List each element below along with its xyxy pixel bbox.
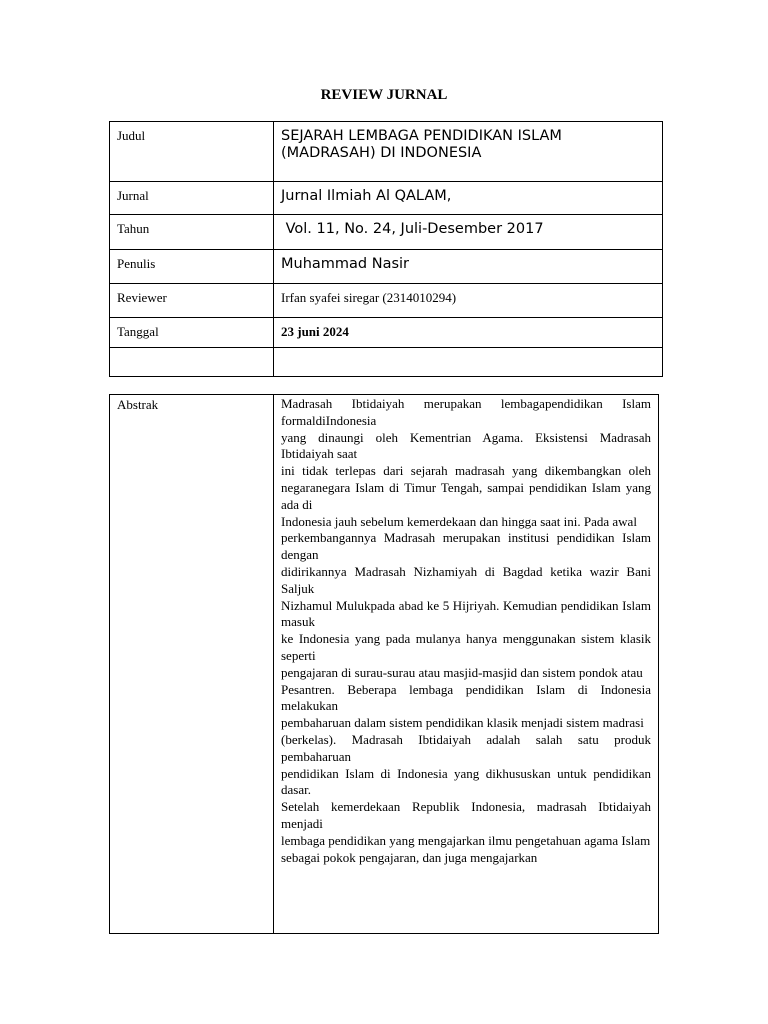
journal-info-table — [109, 121, 663, 377]
row-judul — [110, 122, 663, 182]
abstract-line: pendidikan Islam di Indonesia yang dikhususkan untuk pendidikan dasar. — [281, 765, 651, 798]
label-reviewer: Reviewer — [110, 284, 274, 318]
row-empty — [110, 348, 663, 377]
label-penulis: Penulis — [110, 250, 274, 284]
empty-cell-left — [110, 348, 274, 377]
value-judul: SEJARAH LEMBAGA PENDIDIKAN ISLAM (MADRASAH) DI INDONESIA — [274, 122, 663, 182]
abstract-line: (berkelas). Madrasah Ibtidaiyah adalah salah satu produk pembaharuan — [281, 731, 651, 764]
value-jurnal: Jurnal Ilmiah Al QALAM, — [274, 182, 663, 215]
row-tanggal — [110, 318, 663, 348]
abstract-line: lembaga pendidikan yang mengajarkan ilmu pengetahuan agama Islam — [281, 832, 651, 848]
abstract-line: yang dinaungi oleh Kementrian Agama. Eksistensi Madrasah Ibtidaiyah saat — [281, 429, 651, 462]
value-tahun: Vol. 11, No. 24, Juli-Desember 2017 — [274, 215, 663, 250]
row-penulis — [110, 250, 663, 284]
row-jurnal — [110, 182, 663, 215]
value-penulis: Muhammad Nasir — [274, 250, 663, 284]
label-jurnal: Jurnal — [110, 182, 274, 215]
page-title: REVIEW JURNAL — [320, 87, 448, 103]
empty-cell-right — [274, 348, 663, 377]
row-reviewer — [110, 284, 663, 318]
label-tanggal: Tanggal — [110, 318, 274, 348]
abstract-line: didirikannya Madrasah Nizhamiyah di Bagdad ketika wazir Bani Saljuk — [281, 563, 651, 596]
abstract-line: Nizhamul Mulukpada abad ke 5 Hijriyah. Kemudian pendidikan Islam masuk — [281, 597, 651, 630]
abstract-text — [281, 396, 651, 933]
value-reviewer: Irfan syafei siregar (2314010294) — [274, 284, 663, 318]
label-tahun: Tahun — [110, 215, 274, 250]
abstract-line: Setelah kemerdekaan Republik Indonesia, madrasah Ibtidaiyah menjadi — [281, 799, 651, 831]
row-abstrak — [110, 395, 659, 934]
abstract-line: ini tidak terlepas dari sejarah madrasah yang dikembangkan oleh negaranegara Islam di Timur Tengah, sampai pendidikan Islam yang ada di — [281, 463, 651, 512]
abstract-line: Indonesia jauh sebelum kemerdekaan dan hingga saat ini. Pada awal — [281, 513, 637, 529]
abstract-line: ke Indonesia yang pada mulanya hanya menggunakan sistem klasik seperti — [281, 631, 651, 663]
abstract-line: sebagai pokok pengajaran, dan juga mengajarkan — [281, 849, 538, 865]
abstract-line: perkembangannya Madrasah merupakan institusi pendidikan Islam dengan — [281, 530, 651, 563]
label-abstrak: Abstrak — [110, 395, 274, 934]
value-tanggal: 23 juni 2024 — [274, 318, 663, 348]
abstract-line: pembaharuan dalam sistem pendidikan klasik menjadi sistem madrasi — [281, 715, 644, 731]
abstract-line: pengajaran di surau-surau atau masjid-masjid dan sistem pondok atau — [281, 664, 643, 680]
abstract-table — [109, 394, 659, 934]
row-tahun — [110, 215, 663, 250]
label-judul: Judul — [110, 122, 274, 182]
abstract-line: Madrasah Ibtidaiyah merupakan lembagapendidikan Islam formaldiIndonesia — [281, 396, 651, 428]
abstract-line: Pesantren. Beberapa lembaga pendidikan Islam di Indonesia melakukan — [281, 681, 651, 714]
abstract-body — [274, 395, 659, 934]
